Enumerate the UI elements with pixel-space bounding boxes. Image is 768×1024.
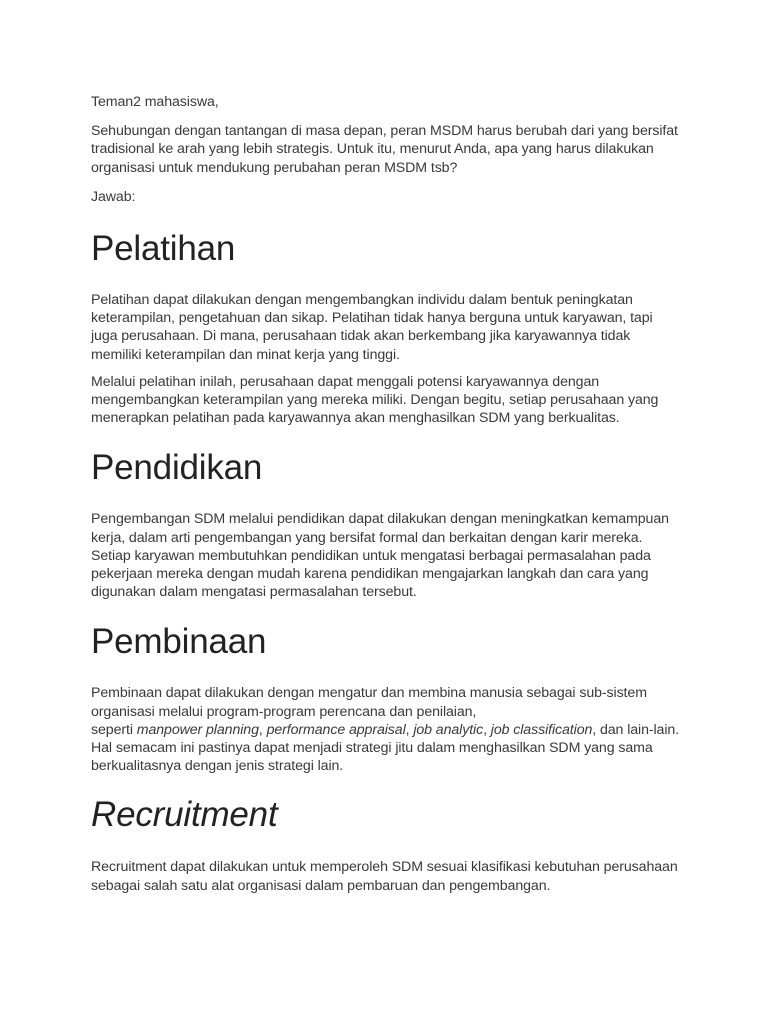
answer-label: Jawab: bbox=[91, 188, 136, 205]
term-job-classification: job classification bbox=[490, 721, 593, 738]
separator: , bbox=[405, 721, 414, 738]
pelatihan-paragraph-1: Pelatihan dapat dilakukan dengan mengembangkan individu dalam bentuk peningkatan keterampilan, pengetahuan dan sikap. Pelatihan tidak hanya berguna untuk karyawan, tapi juga perusahaan. Di mana, perusahaan tidak akan berkembang jika karyawannya tidak memiliki keterampilan dan minat kerja yang tinggi. bbox=[91, 292, 653, 363]
pembinaan-rest: , dan lain-lain. Hal semacam ini pastinya dapat menjadi strategi jitu dalam menghasilkan SDM yang sama berkualitasnya dengan jenis strategi lain. bbox=[91, 721, 680, 775]
pendidikan-paragraph-1: Pengembangan SDM melalui pendidikan dapat dilakukan dengan meningkatkan kemampuan kerja, dalam arti pengembangan yang bersifat formal dan berkaitan dengan karir mereka. Setiap karyawan membutuhkan pendidikan untuk mengatasi berbagai permasalahan pada pekerjaan mereka dengan mudah karena pendidikan mengajarkan langkah dan cara yang digunakan dalam mengatasi permasalahan tersebut. bbox=[91, 511, 669, 601]
document-page bbox=[91, 93, 681, 895]
term-performance-appraisal: performance appraisal bbox=[266, 721, 406, 738]
pembinaan-seperti: seperti bbox=[91, 721, 137, 738]
heading-pendidikan: Pendidikan bbox=[91, 448, 263, 488]
pelatihan-paragraph-2: Melalui pelatihan inilah, perusahaan dapat menggali potensi karyawannya dengan mengembangkan keterampilan yang mereka miliki. Dengan begitu, setiap perusahaan yang menerapkan pelatihan pada karyawannya akan menghasilkan SDM yang berkualitas. bbox=[91, 373, 659, 427]
pembinaan-line-1: Pembinaan dapat dilakukan dengan mengatur dan membina manusia sebagai sub-sistem organisasi melalui program-program perencana dan penilaian, bbox=[91, 685, 647, 720]
heading-pelatihan: Pelatihan bbox=[91, 229, 236, 269]
separator: , bbox=[258, 721, 267, 738]
heading-pembinaan: Pembinaan bbox=[91, 622, 267, 662]
question-text: Sehubungan dengan tantangan di masa depan, peran MSDM harus berubah dari yang bersifat tradisional ke arah yang lebih strategis. Untuk itu, menurut Anda, apa yang harus dilakukan organisasi untuk mendukung perubahan peran MSDM tsb? bbox=[91, 123, 678, 176]
pembinaan-paragraph-1 bbox=[91, 684, 681, 775]
heading-recruitment: Recruitment bbox=[91, 795, 278, 835]
recruitment-paragraph-1: Recruitment dapat dilakukan untuk memperoleh SDM sesuai klasifikasi kebutuhan perusahaan sebagai salah satu alat organisasi dalam pembaruan dan pengembangan. bbox=[91, 859, 678, 894]
term-manpower-planning: manpower planning bbox=[136, 721, 259, 738]
separator: , bbox=[483, 721, 491, 738]
greeting-text: Teman2 mahasiswa, bbox=[91, 94, 219, 110]
term-job-analytic: job analytic bbox=[413, 721, 484, 738]
